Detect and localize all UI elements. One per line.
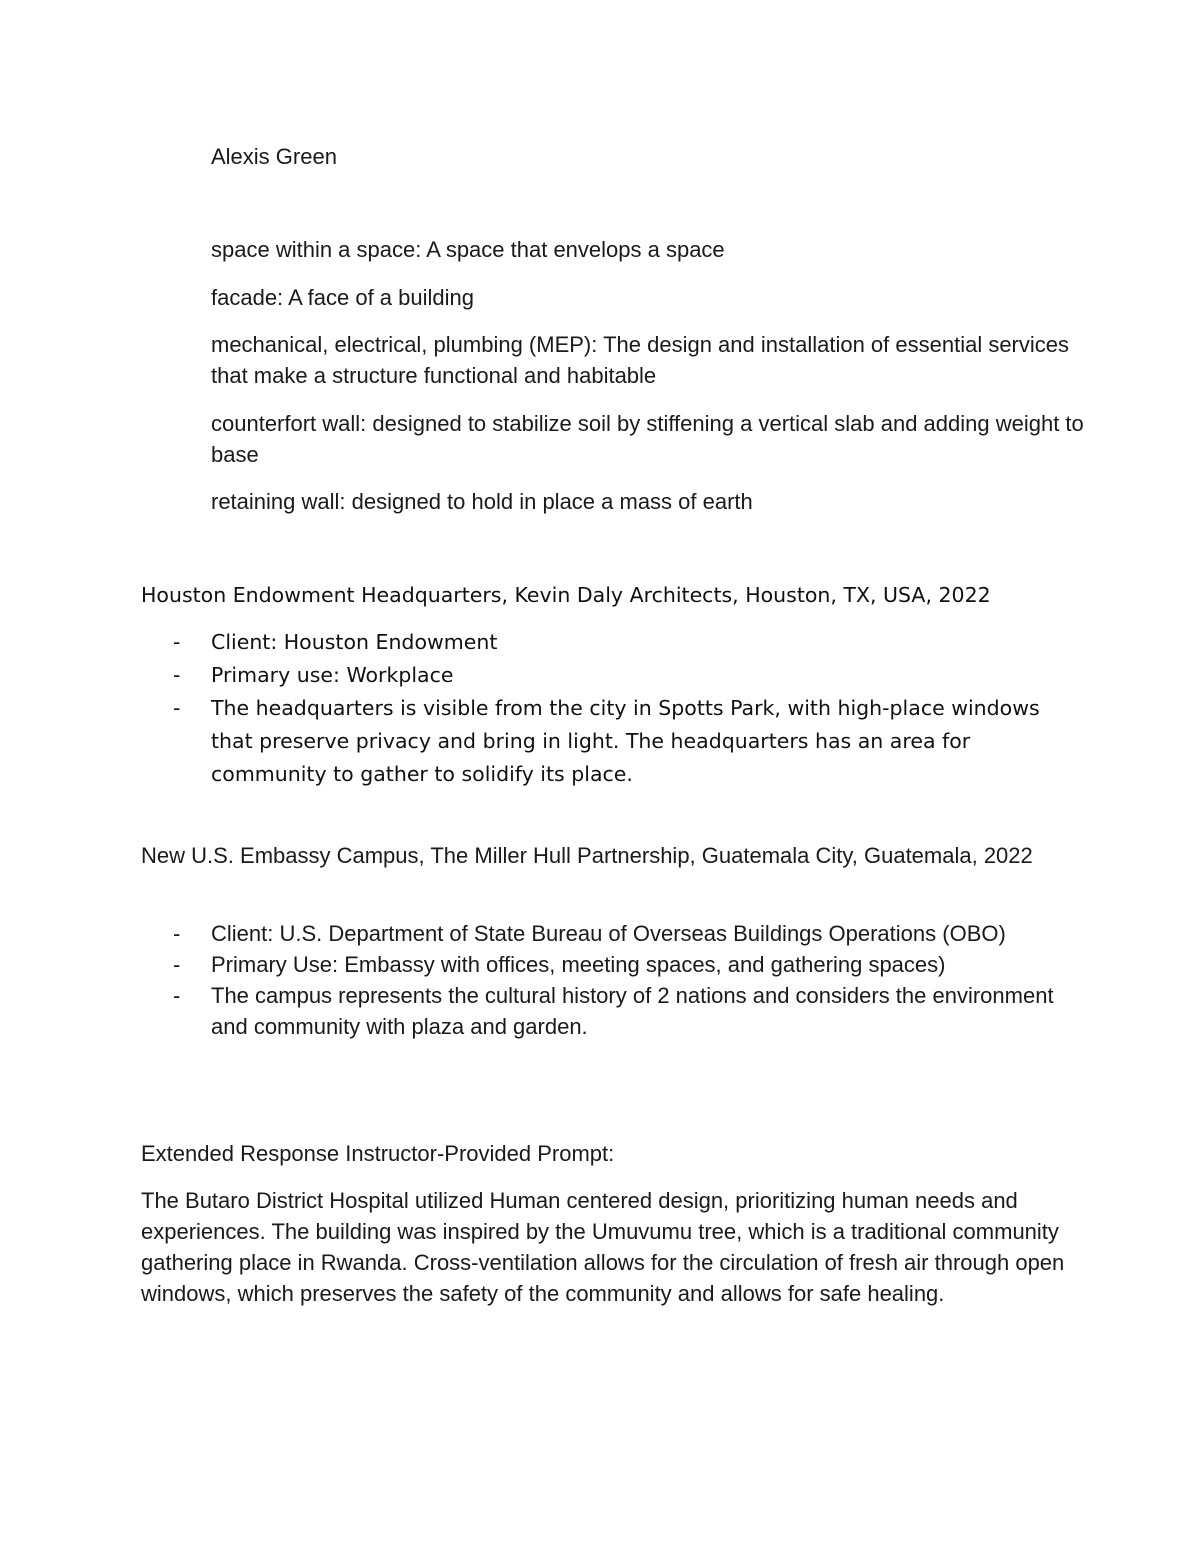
author-name: Alexis Green [211,144,337,169]
bullet-text: The campus represents the cultural history of 2 nations and considers the environment and community with plaza and garden. [211,983,1054,1039]
project-title: New U.S. Embassy Campus, The Miller Hull Partnership, Guatemala City, Guatemala, 2022 [141,843,1033,868]
list-item [141,659,1081,692]
list-item [141,626,1081,659]
bullet-dash: - [173,696,181,720]
definition-item: facade: A face of a building [211,285,474,310]
definition-item: counterfort wall: designed to stabilize soil by stiffening a vertical slab and adding weight to base [211,411,1084,467]
definition-item: space within a space: A space that envelops a space [211,237,725,262]
bullet-dash: - [173,983,181,1008]
bullet-text: The headquarters is visible from the city in Spotts Park, with high-place windows that preserve privacy and bring in light. The headquarters has an area for community to gather to solidify its place. [211,696,1040,786]
extended-response-heading: Extended Response Instructor-Provided Prompt: [141,1141,615,1166]
list-item [141,980,1081,1042]
definition-item: retaining wall: designed to hold in place a mass of earth [211,489,753,514]
bullet-dash: - [173,921,181,946]
bullet-dash: - [173,663,181,687]
list-item [141,949,1081,980]
project-bullet-list [141,918,1081,1042]
list-item [141,692,1081,791]
definition-item: mechanical, electrical, plumbing (MEP): The design and installation of essential services that make a structure functional and habitable [211,332,1070,388]
list-item [141,918,1081,949]
project-title: Houston Endowment Headquarters, Kevin Daly Architects, Houston, TX, USA, 2022 [141,583,991,607]
bullet-text: Primary Use: Embassy with offices, meeting spaces, and gathering spaces) [211,952,946,977]
extended-response-body: The Butaro District Hospital utilized Human centered design, prioritizing human needs and experiences. The building was inspired by the Umuvumu tree, which is a traditional community gathering place in Rwanda. Cross-ventilation allows for the circulation of fresh air through open windows, which preserves the safety of the community and allows for safe healing. [141,1188,1065,1306]
bullet-text: Client: Houston Endowment [211,630,498,654]
bullet-dash: - [173,630,181,654]
bullet-text: Primary use: Workplace [211,663,454,687]
bullet-text: Client: U.S. Department of State Bureau of Overseas Buildings Operations (OBO) [211,921,1006,946]
bullet-dash: - [173,952,181,977]
project-bullet-list [141,626,1081,791]
